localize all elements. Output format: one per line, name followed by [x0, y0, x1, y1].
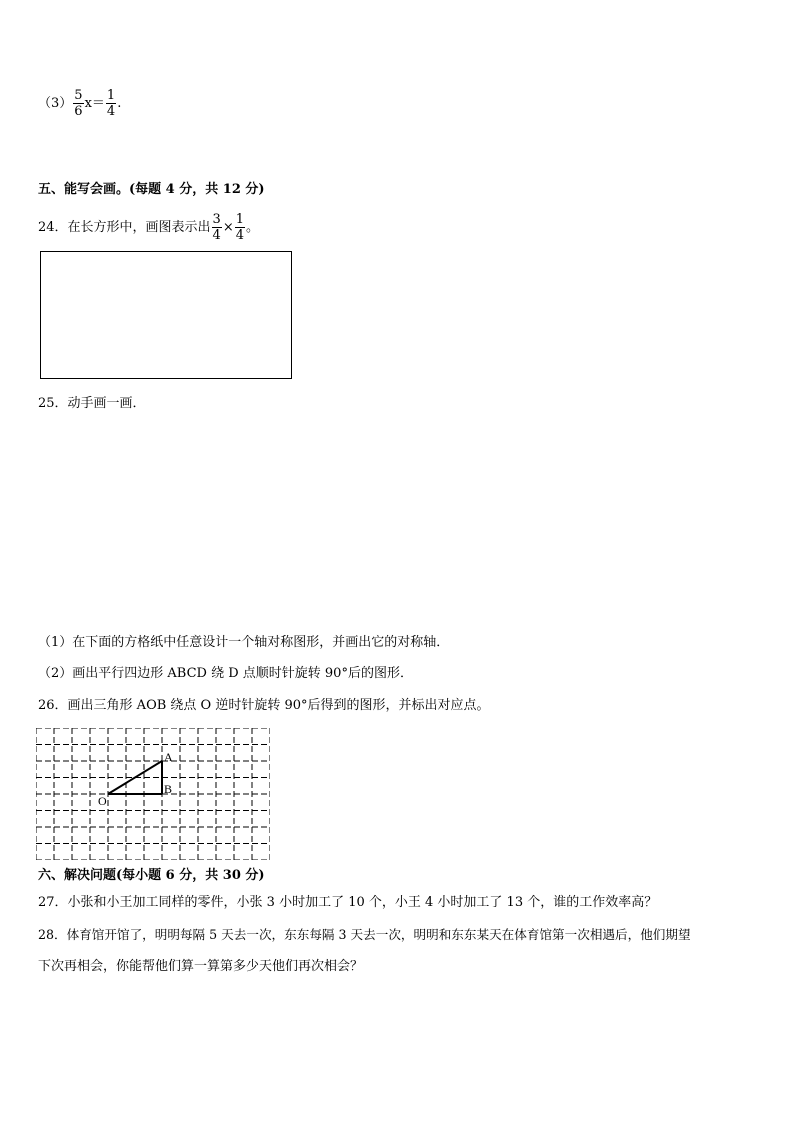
question-25-part-1: （1）在下面的方格纸中任意设计一个轴对称图形，并画出它的对称轴． — [38, 635, 450, 650]
fraction-one-quarter: $\frac{1}{4}$ — [106, 88, 116, 119]
question-27: 27．小张和小王加工同样的零件，小张 3 小时加工了 10 个，小王 4 小时加工了 13 个，谁的工作效率高？ — [38, 895, 658, 910]
point-label-a: A — [164, 750, 173, 764]
fraction-three-quarters: $\frac{3}{4}$ — [212, 212, 221, 243]
question-28-line-1: 28．体育馆开馆了，明明每隔 5 天去一次，东东每隔 3 天去一次，明明和东东某天在体育馆第一次相遇后，他们期望 — [38, 927, 691, 942]
equation-variable: x＝ — [84, 96, 105, 111]
question-25: 25．动手画一画． — [38, 396, 146, 411]
point-label-o: O — [98, 794, 107, 808]
question-26: 26．画出三角形 AOB 绕点 O 逆时针旋转 90°后得到的图形，并标出对应点。 — [38, 698, 490, 713]
dashed-grid-figure — [36, 728, 270, 860]
fraction-five-sixths: $\frac{5}{6}$ — [74, 88, 83, 119]
times-sign: × — [222, 220, 234, 235]
equation-item-3: （3） $\frac{5}{6}$ x＝ $\frac{1}{4}$ . — [38, 88, 122, 119]
question-25-part-2: （2）画出平行四边形 ABCD 绕 D 点顺时针旋转 90°后的图形． — [38, 666, 413, 681]
section-6-heading: 六、解决问题(每小题 6 分，共 30 分) — [38, 868, 265, 883]
question-24-text: 24．在长方形中，画图表示出 — [38, 220, 211, 235]
question-24: 24．在长方形中，画图表示出 $\frac{3}{4}$ × $\frac{1}{4}$ 。 — [38, 212, 260, 243]
item-number: （3） — [38, 96, 73, 111]
question-28-line-2: 下次再相会，你能帮他们算一算第多少天他们再次相会？ — [38, 959, 364, 974]
drawing-rectangle — [40, 251, 292, 379]
section-5-heading: 五、能写会画。(每题 4 分，共 12 分) — [38, 182, 265, 197]
fraction-one-quarter-b: $\frac{1}{4}$ — [235, 212, 245, 243]
point-label-b: B — [164, 782, 173, 796]
